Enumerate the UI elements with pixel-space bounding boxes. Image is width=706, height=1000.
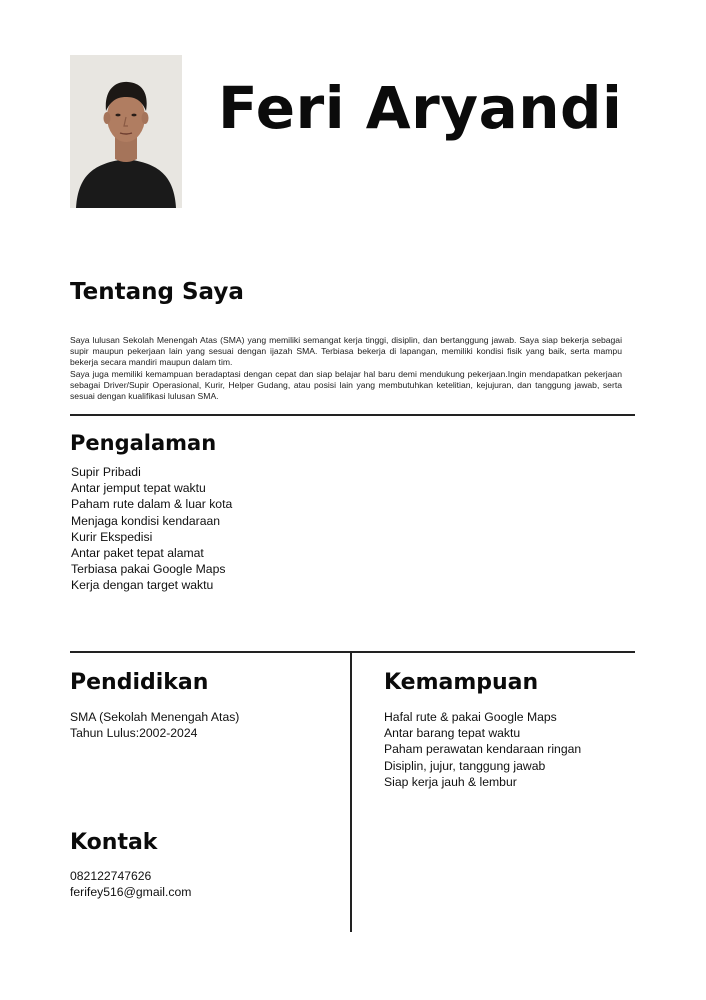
about-text <box>70 335 622 402</box>
list-item: Tahun Lulus:2002-2024 <box>70 726 198 741</box>
contact-email: ferifey516@gmail.com <box>70 885 192 900</box>
contact-heading: Kontak <box>70 830 158 855</box>
about-paragraph: Saya lulusan Sekolah Menengah Atas (SMA) yang memiliki semangat kerja tinggi, disiplin, dan bertanggung jawab. Saya siap bekerja sebagai supir maupun pekerjaan lain yang sesuai dengan ijazah SMA. Terbiasa bekerja di lapangan, memiliki kondisi fisik yang baik, serta mampu bekerja secara mandiri maupun dalam tim. <box>70 335 622 368</box>
column-divider <box>350 652 352 932</box>
list-item: Siap kerja jauh & lembur <box>384 774 517 789</box>
list-item: Antar barang tepat waktu <box>384 726 521 741</box>
list-item: Menjaga kondisi kendaraan <box>71 513 221 528</box>
skills-heading: Kemampuan <box>384 670 539 695</box>
skills-list <box>384 709 581 790</box>
list-item: Kurir Ekspedisi <box>71 529 153 544</box>
experience-list <box>71 464 232 594</box>
list-item: Paham perawatan kendaraan ringan <box>384 742 582 757</box>
list-item: Supir Pribadi <box>71 465 141 479</box>
education-list <box>70 709 239 741</box>
profile-photo <box>70 55 182 208</box>
education-heading: Pendidikan <box>70 670 209 695</box>
list-item: Disiplin, jujur, tanggung jawab <box>384 758 546 773</box>
contact-phone: 082122747626 <box>70 869 152 883</box>
section-divider <box>70 651 635 653</box>
profile-photo-illustration <box>70 55 182 208</box>
about-paragraph: Saya juga memiliki kemampuan beradaptasi dengan cepat dan siap belajar hal baru demi mendukung pekerjaan.Ingin mendapatkan pekerjaan sebagai Driver/Supir Operasional, Kurir, Helper Gudang, atau posisi lain yang membutuhkan ketelitian, kejujuran, dan tanggung jawab, serta sesuai dengan kualifikasi lulusan SMA. <box>70 368 622 402</box>
section-divider <box>70 414 635 416</box>
about-heading: Tentang Saya <box>70 279 244 305</box>
contact-list <box>70 868 191 900</box>
experience-heading: Pengalaman <box>70 431 217 455</box>
list-item: Antar jemput tepat waktu <box>71 481 206 496</box>
list-item: SMA (Sekolah Menengah Atas) <box>70 710 240 724</box>
list-item: Kerja dengan target waktu <box>71 578 214 593</box>
list-item: Terbiasa pakai Google Maps <box>71 562 226 577</box>
list-item: Hafal rute & pakai Google Maps <box>384 710 557 724</box>
candidate-name: Feri Aryandi <box>218 74 623 142</box>
list-item: Antar paket tepat alamat <box>71 546 204 561</box>
list-item: Paham rute dalam & luar kota <box>71 497 233 512</box>
